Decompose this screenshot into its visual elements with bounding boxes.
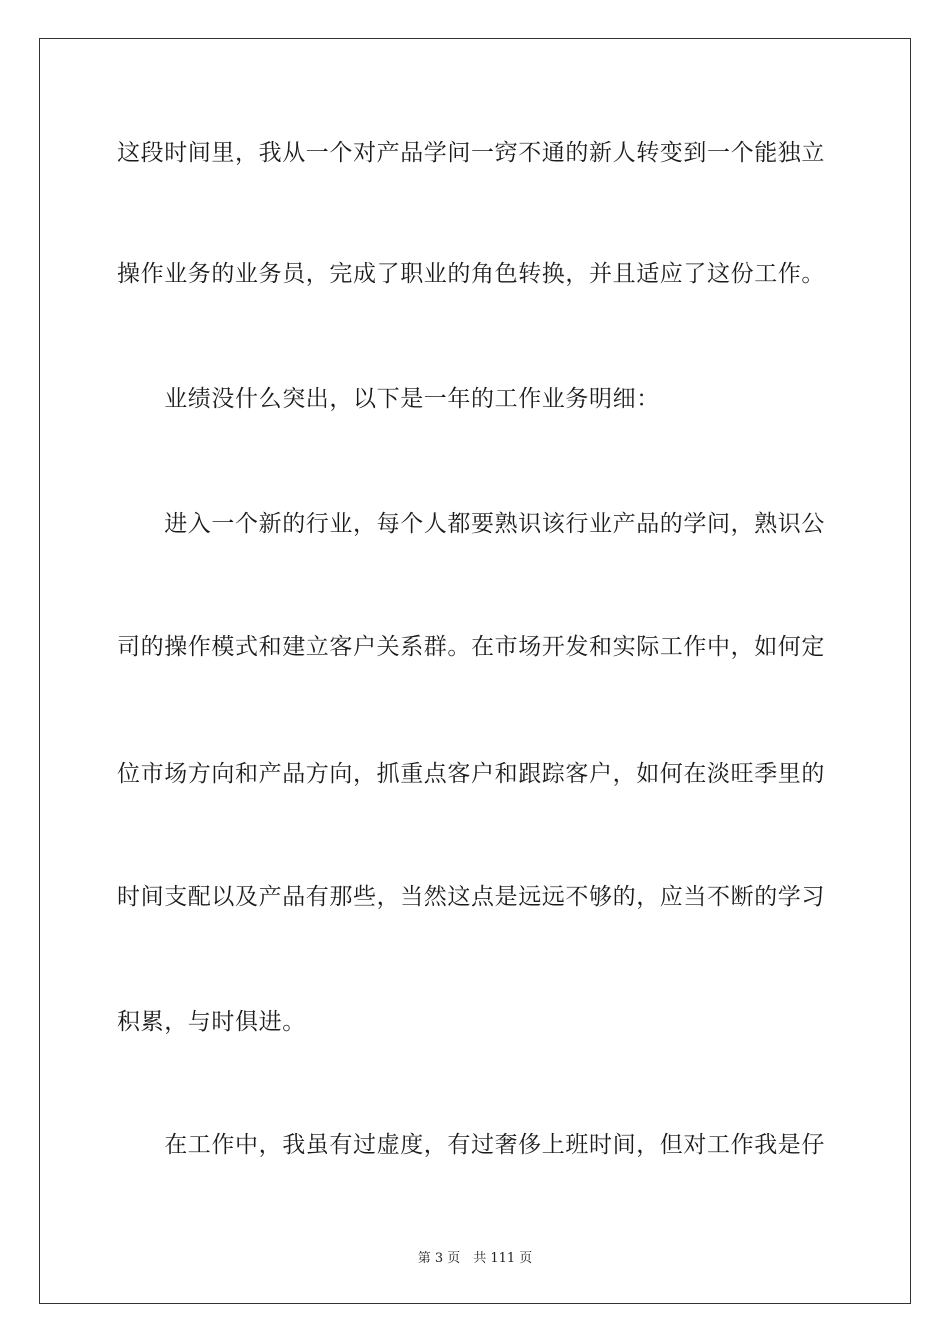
text-line-1: 这段时间里，我从一个对产品学问一窍不通的新人转变到一个能独立	[117, 140, 825, 166]
page-border	[39, 38, 911, 1304]
text-line-6: 位市场方向和产品方向，抓重点客户和跟踪客户，如何在淡旺季里的	[117, 761, 825, 787]
text-line-2: 操作业务的业务员，完成了职业的角色转换，并且适应了这份工作。	[117, 261, 825, 287]
page-number-footer: 第 3 页 共 111 页	[417, 1251, 533, 1266]
text-line-9: 在工作中，我虽有过虚度，有过奢侈上班时间，但对工作我是仔	[117, 1132, 825, 1158]
text-line-8: 积累，与时俱进。	[117, 1009, 306, 1035]
text-line-4: 进入一个新的行业，每个人都要熟识该行业产品的学问，熟识公	[117, 511, 825, 537]
text-line-5: 司的操作模式和建立客户关系群。在市场开发和实际工作中，如何定	[117, 634, 825, 660]
text-line-7: 时间支配以及产品有那些，当然这点是远远不够的，应当不断的学习	[117, 884, 825, 910]
text-line-3: 业绩没什么突出，以下是一年的工作业务明细：	[117, 386, 660, 412]
